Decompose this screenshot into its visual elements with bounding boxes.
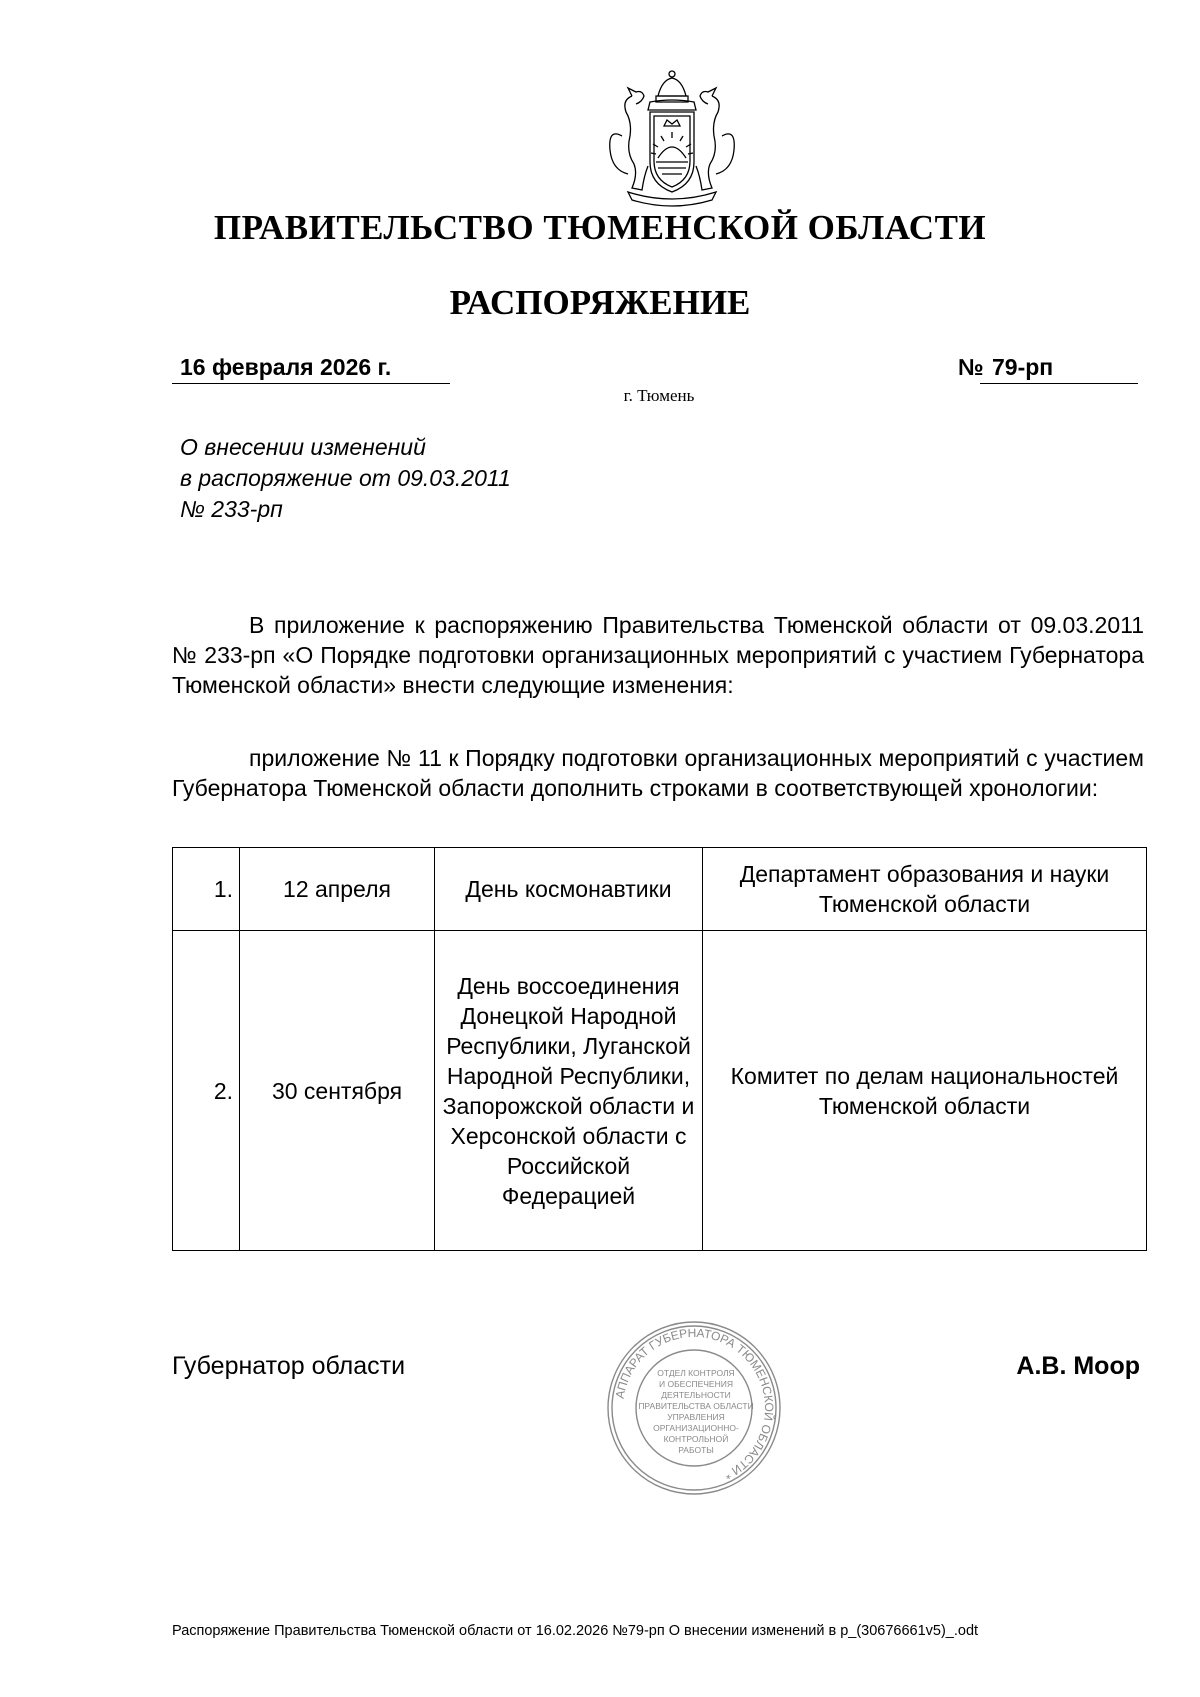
subject-line: О внесении изменений xyxy=(180,434,426,460)
document-number: 79-рп xyxy=(980,354,1138,384)
document-place: г. Тюмень xyxy=(623,386,695,405)
row-number: 2. xyxy=(173,931,240,1251)
svg-text:ДЕЯТЕЛЬНОСТИ: ДЕЯТЕЛЬНОСТИ xyxy=(661,1390,731,1400)
svg-text:РАБОТЫ: РАБОТЫ xyxy=(678,1445,714,1455)
svg-text:ОТДЕЛ КОНТРОЛЯ: ОТДЕЛ КОНТРОЛЯ xyxy=(657,1368,735,1378)
row-number: 1. xyxy=(173,848,240,931)
row-responsible: Комитет по делам национальностей Тюменской области xyxy=(703,931,1147,1251)
row-event: День воссоединения Донецкой Народной Республики, Луганской Народной Республики, Запорожской области и Херсонской области с Российской Федерацией xyxy=(435,931,703,1251)
svg-text:И ОБЕСПЕЧЕНИЯ: И ОБЕСПЕЧЕНИЯ xyxy=(659,1379,733,1389)
body-paragraph: приложение № 11 к Порядку подготовки организационных мероприятий с участием Губернатора Тюменской области дополнить строками в соответствующей хронологии: xyxy=(172,745,1144,801)
row-event: День космонавтики xyxy=(435,848,703,931)
official-seal-icon xyxy=(604,1318,784,1498)
subject-line: № 233-рп xyxy=(180,496,283,522)
coat-of-arms-icon xyxy=(592,66,752,211)
svg-text:УПРАВЛЕНИЯ: УПРАВЛЕНИЯ xyxy=(667,1412,725,1422)
svg-text:АППАРАТ ГУБЕРНАТОРА ТЮМЕНСКОЙ: АППАРАТ ГУБЕРНАТОРА ТЮМЕНСКОЙ ОБЛАСТИ * xyxy=(612,1325,777,1483)
table-row xyxy=(173,848,1147,931)
number-label: № xyxy=(958,354,984,380)
svg-text:ПРАВИТЕЛЬСТВА ОБЛАСТИ: ПРАВИТЕЛЬСТВА ОБЛАСТИ xyxy=(638,1401,754,1411)
row-responsible: Департамент образования и науки Тюменской области xyxy=(703,848,1147,931)
body-paragraph: В приложение к распоряжению Правительства Тюменской области от 09.03.2011 № 233-рп «О Порядке подготовки организационных мероприятий с участием Губернатора Тюменской области» внести следующие изменения: xyxy=(172,612,1144,698)
document-footer: Распоряжение Правительства Тюменской области от 16.02.2026 №79-рп О внесении изменений в р_(30676661v5)_.odt xyxy=(172,1623,979,1639)
row-date: 30 сентября xyxy=(240,931,435,1251)
signatory-name: А.В. Моор xyxy=(1016,1352,1140,1380)
svg-text:ОРГАНИЗАЦИОННО-: ОРГАНИЗАЦИОННО- xyxy=(653,1423,739,1433)
signatory-position: Губернатор области xyxy=(172,1352,406,1380)
subject-line: в распоряжение от 09.03.2011 xyxy=(180,465,511,491)
government-title: ПРАВИТЕЛЬСТВО ТЮМЕНСКОЙ ОБЛАСТИ xyxy=(213,208,987,247)
row-date: 12 апреля xyxy=(240,848,435,931)
table-row xyxy=(173,931,1147,1251)
schedule-table xyxy=(172,847,1147,1251)
document-date: 16 февраля 2026 г. xyxy=(172,354,450,384)
document-type: РАСПОРЯЖЕНИЕ xyxy=(449,283,751,322)
svg-text:КОНТРОЛЬНОЙ: КОНТРОЛЬНОЙ xyxy=(663,1434,729,1444)
document-subject xyxy=(180,432,511,525)
